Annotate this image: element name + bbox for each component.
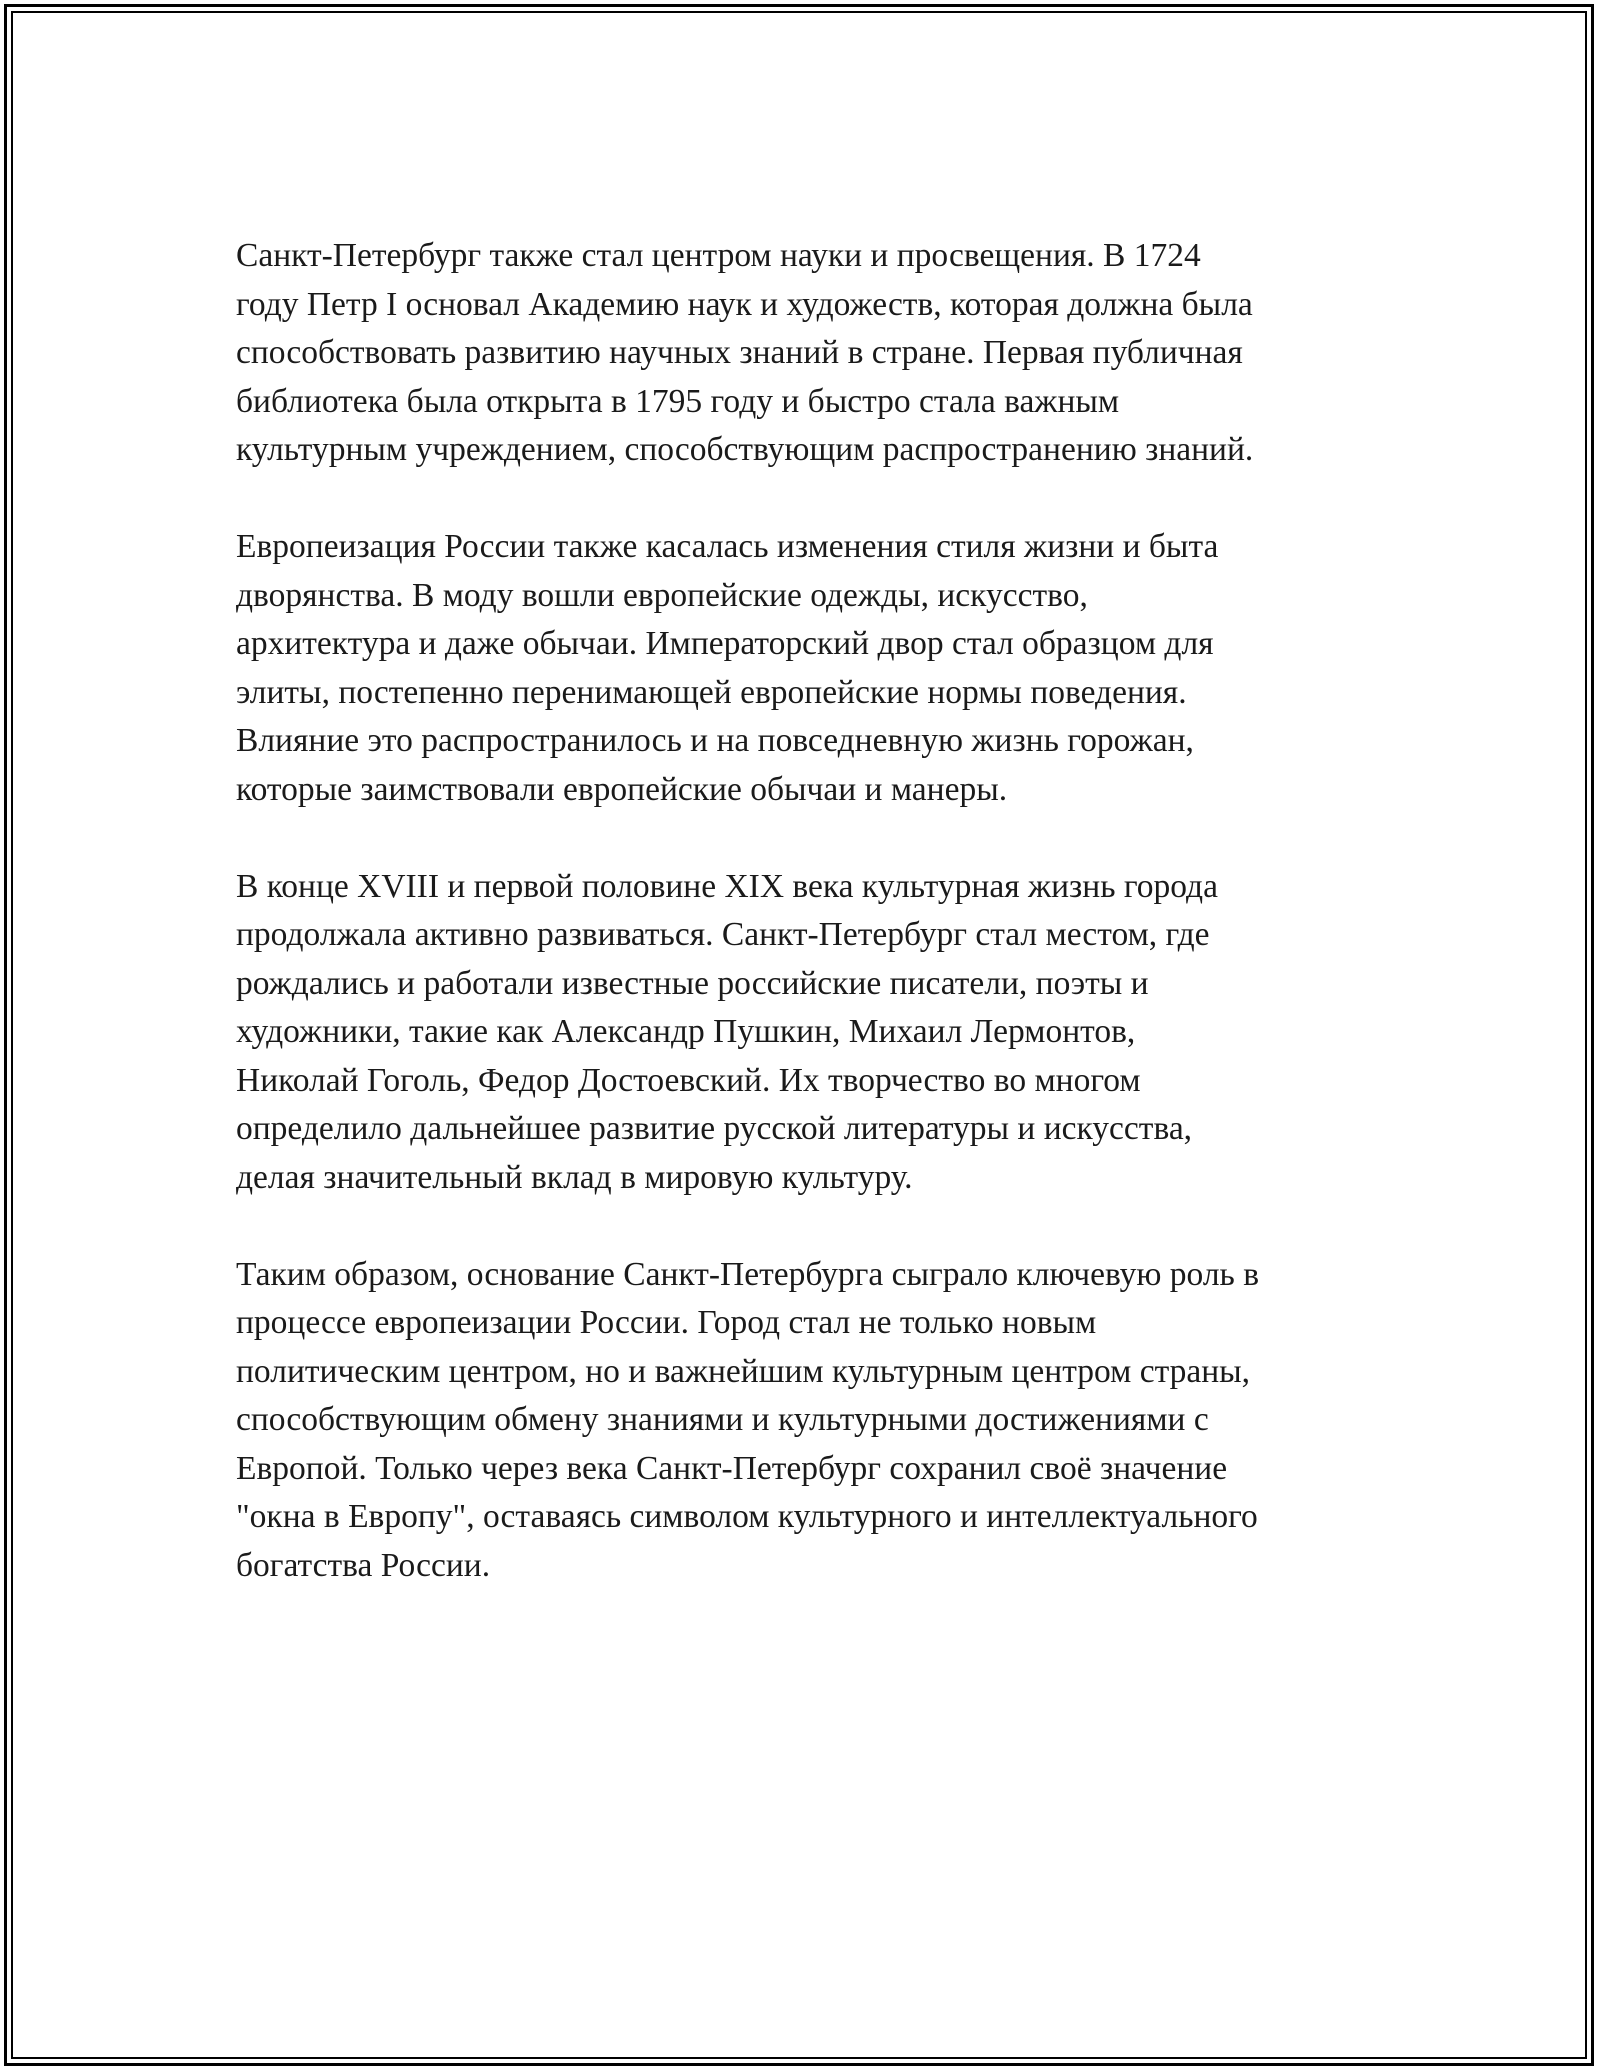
paragraph-conclusion: Таким образом, основание Санкт-Петербурга сыграло ключевую роль в процессе европеизации России. Город стал не только новым политическим центром, но и важнейшим культурным центром страны, способствующим обмену знаниями и культурными достижениями с Европой. Только через века Санкт-Петербург сохранил своё значение "окна в Европу", оставаясь символом культурного и интеллектуального богатства России.	[236, 1255, 1260, 1584]
paragraph-cultural-life: В конце XVIII и первой половине XIX века культурная жизнь города продолжала активно развиваться. Санкт-Петербург стал местом, где рождались и работали известные российские писатели, поэты и художники, такие как Александр Пушкин, Михаил Лермонтов, Николай Гоголь, Федор Достоевский. Их творчество во многом определило дальнейшее развитие русской литературы и искусства, делая значительный вклад в мировую культуру.	[236, 867, 1218, 1196]
paragraph-science-enlightenment: Санкт-Петербург также стал центром науки и просвещения. В 1724 году Петр I основал Академию наук и художеств, которая должна была способствовать развитию научных знаний в стране. Первая публичная библиотека была открыта в 1795 году и быстро стала важным культурным учреждением, способствующим распространению знаний.	[236, 237, 1254, 468]
paragraph-europeanization-lifestyle: Европеизация России также касалась изменения стиля жизни и быта дворянства. В моду вошли европейские одежды, искусство, архитектура и даже обычаи. Императорский двор стал образцом для элиты, постепенно перенимающей европейские нормы поведения. Влияние это распространилось и на повседневную жизнь горожан, которые заимствовали европейские обычаи и манеры.	[236, 528, 1219, 808]
document-body	[236, 232, 1416, 1639]
